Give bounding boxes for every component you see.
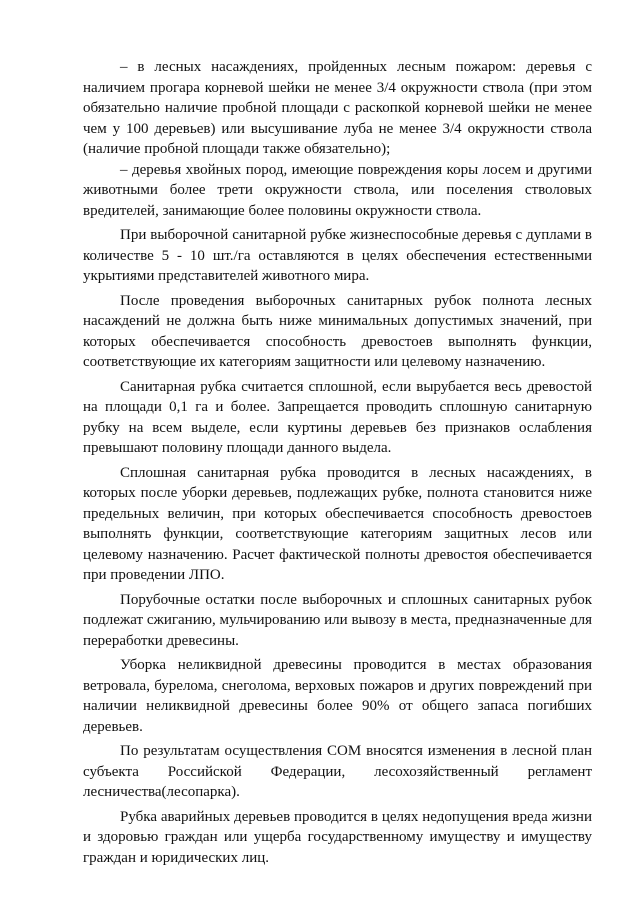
paragraph-hollow-trees: При выборочной санитарной рубке жизнеспособные деревья с дуплами в количестве 5 - 10 шт./га оставляются в целях обеспечения естественными укрытиями представителей животного мира. <box>83 227 592 284</box>
paragraph-hazardous-trees: Рубка аварийных деревьев проводится в целях недопущения вреда жизни и здоровью граждан или ущерба государственному имуществу и имуществу граждан и юридических лиц. <box>83 808 592 866</box>
paragraph-forest-plan-changes: По результатам осуществления СОМ вносятся изменения в лесной план субъекта Российской Федерации, лесохозяйственный регламент лесничества(лесопарка). <box>83 743 592 800</box>
paragraph-logging-residues: Порубочные остатки после выборочных и сплошных санитарных рубок подлежат сжиганию, мульчированию или вывозу в места, предназначенные для переработки древесины. <box>83 591 592 649</box>
paragraph-clear-cutting-definition: Санитарная рубка считается сплошной, если вырубается весь древостой на площади 0,1 га и более. Запрещается проводить сплошную санитарную рубку на всем выделе, если куртины деревьев без признаков ослабления превышают половину площади данного выдела. <box>83 378 592 456</box>
document-body <box>83 57 592 872</box>
paragraph-forest-fire: – в лесных насаждениях, пройденных лесным пожаром: деревья с наличием прогара корневой шейки не менее 3/4 окружности ствола (при этом обязательно наличие пробной площади с раскопкой корневой шейки не менее чем у 100 деревьев) или высушивание луба не менее 3/4 окружности ствола (наличие пробной площади также обязательно); <box>83 59 592 157</box>
paragraph-illiquid-wood: Уборка неликвидной древесины проводится в местах образования ветровала, бурелома, снеголома, верховых пожаров и других повреждений при наличии неликвидной древесины более 90% от общего запаса погибших деревьев. <box>83 657 592 735</box>
paragraph-coniferous-damage: – деревья хвойных пород, имеющие повреждения коры лосем и другими животными более трети окружности ствола, или поселения стволовых вредителей, занимающие более половины окружности ствола. <box>83 161 592 219</box>
paragraph-stand-density: После проведения выборочных санитарных рубок полнота лесных насаждений не должна быть ниже минимальных допустимых значений, при которых обеспечивается способность древостоев выполнять функции, соответствующие их категориям защитности или целевому назначению. <box>83 292 592 370</box>
paragraph-clear-cutting-conditions: Сплошная санитарная рубка проводится в лесных насаждениях, в которых после уборки деревьев, подлежащих рубке, полнота становится ниже предельных величин, при которых обеспечивается способность древостоев выполнять функции, соответствующие категориям защитных лесов или целевому назначению. Расчет фактической полноты древостоя обеспечивается при проведении ЛПО. <box>83 464 592 583</box>
